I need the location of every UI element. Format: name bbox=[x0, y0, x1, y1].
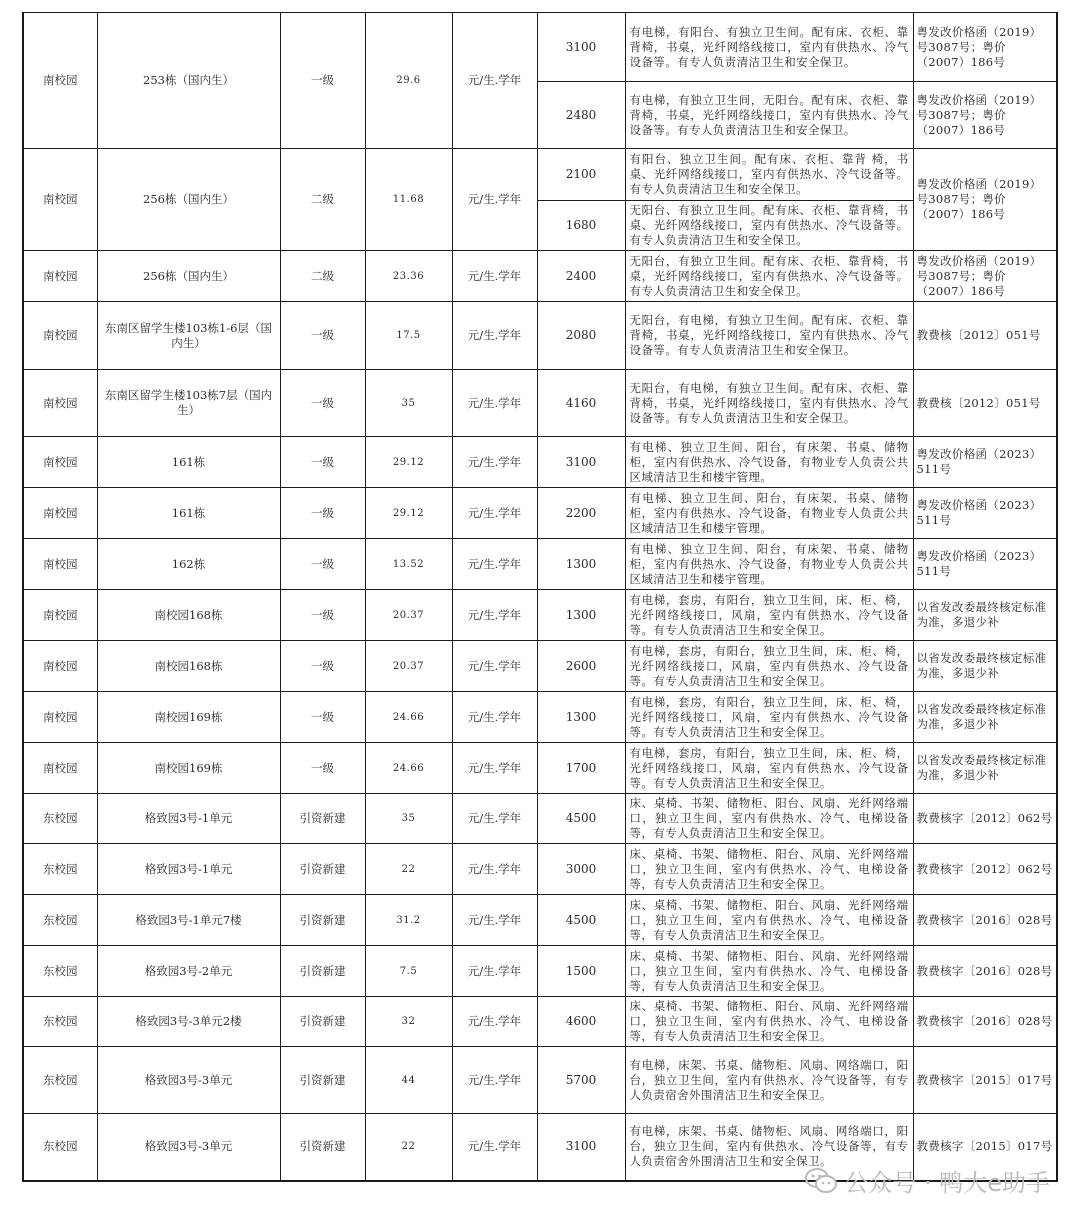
campus-cell: 南校园 bbox=[23, 743, 97, 794]
table-row bbox=[23, 251, 1057, 302]
building-cell: 256栋（国内生） bbox=[97, 149, 280, 251]
table-row bbox=[23, 692, 1057, 743]
area-cell: 29.12 bbox=[365, 488, 452, 539]
price-cell: 2480 bbox=[537, 82, 625, 149]
unit-cell: 元/生.学年 bbox=[452, 895, 537, 946]
price-cell: 1300 bbox=[537, 539, 625, 590]
facilities-cell: 有电梯，床架、书桌、储物柜、风扇、网络端口，阳台，独立卫生间，室内有供热水、冷气设备等，有专人负责宿舍外围清洁卫生和安全保卫。 bbox=[625, 1047, 913, 1114]
building-cell: 格致园3号-1单元 bbox=[97, 844, 280, 895]
unit-cell: 元/生.学年 bbox=[452, 1114, 537, 1181]
building-cell: 南校园169栋 bbox=[97, 692, 280, 743]
facilities-cell: 无阳台，有电梯，有独立卫生间。配有床、衣柜、靠背椅，书桌，光纤网络线接口，室内有供热水、冷气设备等。有专人负责清洁卫生和安全保卫。 bbox=[625, 302, 913, 370]
dormitory-fee-table bbox=[22, 12, 1058, 1182]
grade-cell: 一级 bbox=[280, 437, 365, 488]
building-cell: 东南区留学生楼103栋7层（国内生） bbox=[97, 370, 280, 437]
area-cell: 32 bbox=[365, 997, 452, 1047]
table-row bbox=[23, 641, 1057, 692]
area-cell: 13.52 bbox=[365, 539, 452, 590]
building-cell: 256栋（国内生） bbox=[97, 251, 280, 302]
unit-cell: 元/生.学年 bbox=[452, 251, 537, 302]
area-cell: 44 bbox=[365, 1047, 452, 1114]
wechat-icon bbox=[804, 1167, 838, 1195]
campus-cell: 南校园 bbox=[23, 641, 97, 692]
area-cell: 17.5 bbox=[365, 302, 452, 370]
facilities-cell: 有阳台、独立卫生间。配有床、衣柜、靠背 椅，书桌、光纤网络线接口，室内有供热水、冷气设备等。有专人负责清洁卫生和安全保卫。 bbox=[625, 149, 913, 201]
facilities-cell: 床、桌椅、书架、储物柜、阳台、风扇、光纤网络端口，独立卫生间，室内有供热水、冷气、电梯设备等，有专人负责清洁卫生和安全保卫。 bbox=[625, 997, 913, 1047]
table-row bbox=[23, 539, 1057, 590]
grade-cell: 二级 bbox=[280, 149, 365, 251]
campus-cell: 东校园 bbox=[23, 895, 97, 946]
policy-cell: 粤发改价格函（2019）号3087号；粤价（2007）186号 bbox=[913, 13, 1057, 82]
watermark-text: 公众号 · 鸭大e助手 bbox=[844, 1169, 1050, 1197]
building-cell: 161栋 bbox=[97, 437, 280, 488]
price-cell: 1500 bbox=[537, 946, 625, 997]
campus-cell: 南校园 bbox=[23, 370, 97, 437]
grade-cell: 引资新建 bbox=[280, 1047, 365, 1114]
price-cell: 4500 bbox=[537, 895, 625, 946]
campus-cell: 南校园 bbox=[23, 437, 97, 488]
building-cell: 南校园168栋 bbox=[97, 641, 280, 692]
grade-cell: 一级 bbox=[280, 641, 365, 692]
area-cell: 20.37 bbox=[365, 641, 452, 692]
building-cell: 格致园3号-3单元 bbox=[97, 1047, 280, 1114]
price-cell: 2200 bbox=[537, 488, 625, 539]
area-cell: 7.5 bbox=[365, 946, 452, 997]
building-cell: 162栋 bbox=[97, 539, 280, 590]
table-row bbox=[23, 743, 1057, 794]
grade-cell: 引资新建 bbox=[280, 794, 365, 844]
grade-cell: 一级 bbox=[280, 488, 365, 539]
table-row bbox=[23, 370, 1057, 437]
facilities-cell: 有电梯，套房，有阳台，独立卫生间，床、柜、椅，光纤网络线接口，风扇，室内有供热水、冷气设备等。有专人负责清洁卫生和安全保卫。 bbox=[625, 590, 913, 641]
campus-cell: 东校园 bbox=[23, 946, 97, 997]
grade-cell: 一级 bbox=[280, 590, 365, 641]
price-cell: 2100 bbox=[537, 149, 625, 201]
facilities-cell: 有电梯、独立卫生间、阳台，有床架、书桌、储物柜，室内有供热水、冷气设备，有物业专人负责公共区域清洁卫生和楼宇管理。 bbox=[625, 437, 913, 488]
facilities-cell: 床、桌椅、书架、储物柜、阳台、风扇、光纤网络端口，独立卫生间，室内有供热水、冷气、电梯设备等，有专人负责清洁卫生和安全保卫。 bbox=[625, 946, 913, 997]
price-cell: 1300 bbox=[537, 692, 625, 743]
unit-cell: 元/生.学年 bbox=[452, 1047, 537, 1114]
price-cell: 1300 bbox=[537, 590, 625, 641]
facilities-cell: 有电梯，套房，有阳台，独立卫生间，床、柜、椅，光纤网络线接口，风扇，室内有供热水、冷气设备等。有专人负责清洁卫生和安全保卫。 bbox=[625, 641, 913, 692]
building-cell: 格致园3号-3单元2楼 bbox=[97, 997, 280, 1047]
area-cell: 22 bbox=[365, 1114, 452, 1181]
price-cell: 2600 bbox=[537, 641, 625, 692]
table-row bbox=[23, 997, 1057, 1047]
table-row bbox=[23, 844, 1057, 895]
unit-cell: 元/生.学年 bbox=[452, 794, 537, 844]
facilities-cell: 无阳台，有独立卫生间。配有床、衣柜、靠背椅，书桌，光纤网络线接口，室内有供热水、冷气设备等。有专人负责清洁卫生和安全保卫。 bbox=[625, 251, 913, 302]
building-cell: 东南区留学生楼103栋1-6层（国内生） bbox=[97, 302, 280, 370]
grade-cell: 引资新建 bbox=[280, 946, 365, 997]
area-cell: 35 bbox=[365, 370, 452, 437]
policy-cell: 教费核字〔2016〕028号 bbox=[913, 895, 1057, 946]
campus-cell: 南校园 bbox=[23, 13, 97, 149]
building-cell: 161栋 bbox=[97, 488, 280, 539]
facilities-cell: 有电梯，有阳台、有独立卫生间。配有床、衣柜、靠背椅，书桌，光纤网络线接口，室内有供热水、冷气设备等。有专人负责清洁卫生和安全保卫。 bbox=[625, 13, 913, 82]
campus-cell: 南校园 bbox=[23, 251, 97, 302]
table-row bbox=[23, 302, 1057, 370]
price-cell: 1680 bbox=[537, 201, 625, 251]
policy-cell: 教费核字〔2016〕028号 bbox=[913, 997, 1057, 1047]
price-cell: 3100 bbox=[537, 13, 625, 82]
table-row bbox=[23, 946, 1057, 997]
area-cell: 35 bbox=[365, 794, 452, 844]
policy-cell: 教费核字〔2015〕017号 bbox=[913, 1114, 1057, 1181]
unit-cell: 元/生.学年 bbox=[452, 641, 537, 692]
grade-cell: 一级 bbox=[280, 370, 365, 437]
policy-cell: 教费核〔2012〕051号 bbox=[913, 302, 1057, 370]
facilities-cell: 有电梯，套房，有阳台，独立卫生间，床、柜、椅，光纤网络线接口，风扇，室内有供热水、冷气设备等。有专人负责清洁卫生和安全保卫。 bbox=[625, 743, 913, 794]
policy-cell: 以省发改委最终核定标准为准，多退少补 bbox=[913, 590, 1057, 641]
campus-cell: 东校园 bbox=[23, 844, 97, 895]
campus-cell: 南校园 bbox=[23, 302, 97, 370]
price-cell: 3100 bbox=[537, 1114, 625, 1181]
area-cell: 11.68 bbox=[365, 149, 452, 251]
table-row bbox=[23, 895, 1057, 946]
area-cell: 22 bbox=[365, 844, 452, 895]
grade-cell: 一级 bbox=[280, 692, 365, 743]
building-cell: 格致园3号-3单元 bbox=[97, 1114, 280, 1181]
campus-cell: 东校园 bbox=[23, 794, 97, 844]
unit-cell: 元/生.学年 bbox=[452, 370, 537, 437]
table-row bbox=[23, 1047, 1057, 1114]
table-row bbox=[23, 437, 1057, 488]
grade-cell: 一级 bbox=[280, 302, 365, 370]
table-row bbox=[23, 13, 1057, 82]
table-row bbox=[23, 794, 1057, 844]
facilities-cell: 床、桌椅、书架、储物柜、阳台、风扇、光纤网络端口，独立卫生间，室内有供热水、冷气、电梯设备等，有专人负责清洁卫生和安全保卫。 bbox=[625, 794, 913, 844]
area-cell: 24.66 bbox=[365, 692, 452, 743]
campus-cell: 东校园 bbox=[23, 997, 97, 1047]
campus-cell: 南校园 bbox=[23, 590, 97, 641]
grade-cell: 一级 bbox=[280, 13, 365, 149]
policy-cell: 粤发改价格函（2019）号3087号；粤价（2007）186号 bbox=[913, 82, 1057, 149]
unit-cell: 元/生.学年 bbox=[452, 539, 537, 590]
area-cell: 24.66 bbox=[365, 743, 452, 794]
policy-cell: 以省发改委最终核定标准为准，多退少补 bbox=[913, 641, 1057, 692]
building-cell: 格致园3号-1单元 bbox=[97, 794, 280, 844]
price-cell: 4500 bbox=[537, 794, 625, 844]
unit-cell: 元/生.学年 bbox=[452, 946, 537, 997]
facilities-cell: 床、桌椅、书架、储物柜、阳台、风扇、光纤网络端口，独立卫生间，室内有供热水、冷气、电梯设备等，有专人负责清洁卫生和安全保卫。 bbox=[625, 844, 913, 895]
facilities-cell: 有电梯，套房，有阳台，独立卫生间，床、柜、椅，光纤网络线接口，风扇，室内有供热水、冷气设备等。有专人负责清洁卫生和安全保卫。 bbox=[625, 692, 913, 743]
policy-cell: 以省发改委最终核定标准为准，多退少补 bbox=[913, 692, 1057, 743]
building-cell: 南校园169栋 bbox=[97, 743, 280, 794]
unit-cell: 元/生.学年 bbox=[452, 997, 537, 1047]
price-cell: 2080 bbox=[537, 302, 625, 370]
area-cell: 29.6 bbox=[365, 13, 452, 149]
area-cell: 23.36 bbox=[365, 251, 452, 302]
building-cell: 格致园3号-1单元7楼 bbox=[97, 895, 280, 946]
area-cell: 29.12 bbox=[365, 437, 452, 488]
building-cell: 253栋（国内生） bbox=[97, 13, 280, 149]
facilities-cell: 有电梯，床架、书桌、储物柜、风扇、网络端口，阳台，独立卫生间，室内有供热水、冷气设备等，有专人负责宿舍外围清洁卫生和安全保卫。 bbox=[625, 1114, 913, 1181]
policy-cell: 粤发改价格函（2019）号3087号；粤价（2007）186号 bbox=[913, 251, 1057, 302]
building-cell: 格致园3号-2单元 bbox=[97, 946, 280, 997]
unit-cell: 元/生.学年 bbox=[452, 488, 537, 539]
price-cell: 3000 bbox=[537, 844, 625, 895]
unit-cell: 元/生.学年 bbox=[452, 692, 537, 743]
facilities-cell: 有电梯、独立卫生间、阳台，有床架、书桌、储物柜，室内有供热水、冷气设备，有物业专人负责公共区域清洁卫生和楼宇管理。 bbox=[625, 488, 913, 539]
facilities-cell: 有电梯、独立卫生间、阳台，有床架、书桌、储物柜，室内有供热水、冷气设备，有物业专人负责公共区域清洁卫生和楼宇管理。 bbox=[625, 539, 913, 590]
facilities-cell: 无阳台，有电梯，有独立卫生间。配有床、衣柜、靠背椅，书桌，光纤网络线接口，室内有供热水、冷气设备等。有专人负责清洁卫生和安全保卫。 bbox=[625, 370, 913, 437]
policy-cell: 粤发改价格函（2023）511号 bbox=[913, 539, 1057, 590]
grade-cell: 引资新建 bbox=[280, 997, 365, 1047]
price-cell: 5700 bbox=[537, 1047, 625, 1114]
area-cell: 20.37 bbox=[365, 590, 452, 641]
grade-cell: 引资新建 bbox=[280, 895, 365, 946]
building-cell: 南校园168栋 bbox=[97, 590, 280, 641]
grade-cell: 一级 bbox=[280, 743, 365, 794]
price-cell: 3100 bbox=[537, 437, 625, 488]
policy-cell: 粤发改价格函（2023）511号 bbox=[913, 437, 1057, 488]
price-cell: 4160 bbox=[537, 370, 625, 437]
table-row bbox=[23, 488, 1057, 539]
watermark bbox=[804, 1163, 1050, 1198]
table-row bbox=[23, 590, 1057, 641]
price-cell: 4600 bbox=[537, 997, 625, 1047]
grade-cell: 引资新建 bbox=[280, 844, 365, 895]
price-cell: 2400 bbox=[537, 251, 625, 302]
policy-cell: 粤发改价格函（2023）511号 bbox=[913, 488, 1057, 539]
grade-cell: 二级 bbox=[280, 251, 365, 302]
area-cell: 31.2 bbox=[365, 895, 452, 946]
grade-cell: 一级 bbox=[280, 539, 365, 590]
table-row bbox=[23, 149, 1057, 201]
policy-cell: 以省发改委最终核定标准为准，多退少补 bbox=[913, 743, 1057, 794]
policy-cell: 教费核字〔2012〕062号 bbox=[913, 794, 1057, 844]
campus-cell: 南校园 bbox=[23, 692, 97, 743]
unit-cell: 元/生.学年 bbox=[452, 590, 537, 641]
price-cell: 1700 bbox=[537, 743, 625, 794]
policy-cell: 粤发改价格函（2019）号3087号；粤价（2007）186号 bbox=[913, 149, 1057, 251]
policy-cell: 教费核字〔2015〕017号 bbox=[913, 1047, 1057, 1114]
campus-cell: 东校园 bbox=[23, 1047, 97, 1114]
campus-cell: 南校园 bbox=[23, 488, 97, 539]
policy-cell: 教费核字〔2012〕062号 bbox=[913, 844, 1057, 895]
unit-cell: 元/生.学年 bbox=[452, 13, 537, 149]
unit-cell: 元/生.学年 bbox=[452, 743, 537, 794]
unit-cell: 元/生.学年 bbox=[452, 437, 537, 488]
facilities-cell: 无阳台、有独立卫生间。配有床、衣柜、靠背椅，书桌、光纤网络线接口，室内有供热水、冷气设备等。有专人负责清洁卫生和安全保卫。 bbox=[625, 201, 913, 251]
campus-cell: 南校园 bbox=[23, 539, 97, 590]
grade-cell: 引资新建 bbox=[280, 1114, 365, 1181]
facilities-cell: 床、桌椅、书架、储物柜、阳台、风扇、光纤网络端口，独立卫生间，室内有供热水、冷气、电梯设备等，有专人负责清洁卫生和安全保卫。 bbox=[625, 895, 913, 946]
policy-cell: 教费核〔2012〕051号 bbox=[913, 370, 1057, 437]
policy-cell: 教费核字〔2016〕028号 bbox=[913, 946, 1057, 997]
campus-cell: 东校园 bbox=[23, 1114, 97, 1181]
unit-cell: 元/生.学年 bbox=[452, 844, 537, 895]
campus-cell: 南校园 bbox=[23, 149, 97, 251]
unit-cell: 元/生.学年 bbox=[452, 149, 537, 251]
unit-cell: 元/生.学年 bbox=[452, 302, 537, 370]
facilities-cell: 有电梯，有独立卫生间，无阳台。配有床、衣柜、靠背椅，书桌，光纤网络线接口，室内有供热水、冷气设备等。有专人负责清洁卫生和安全保卫。 bbox=[625, 82, 913, 149]
